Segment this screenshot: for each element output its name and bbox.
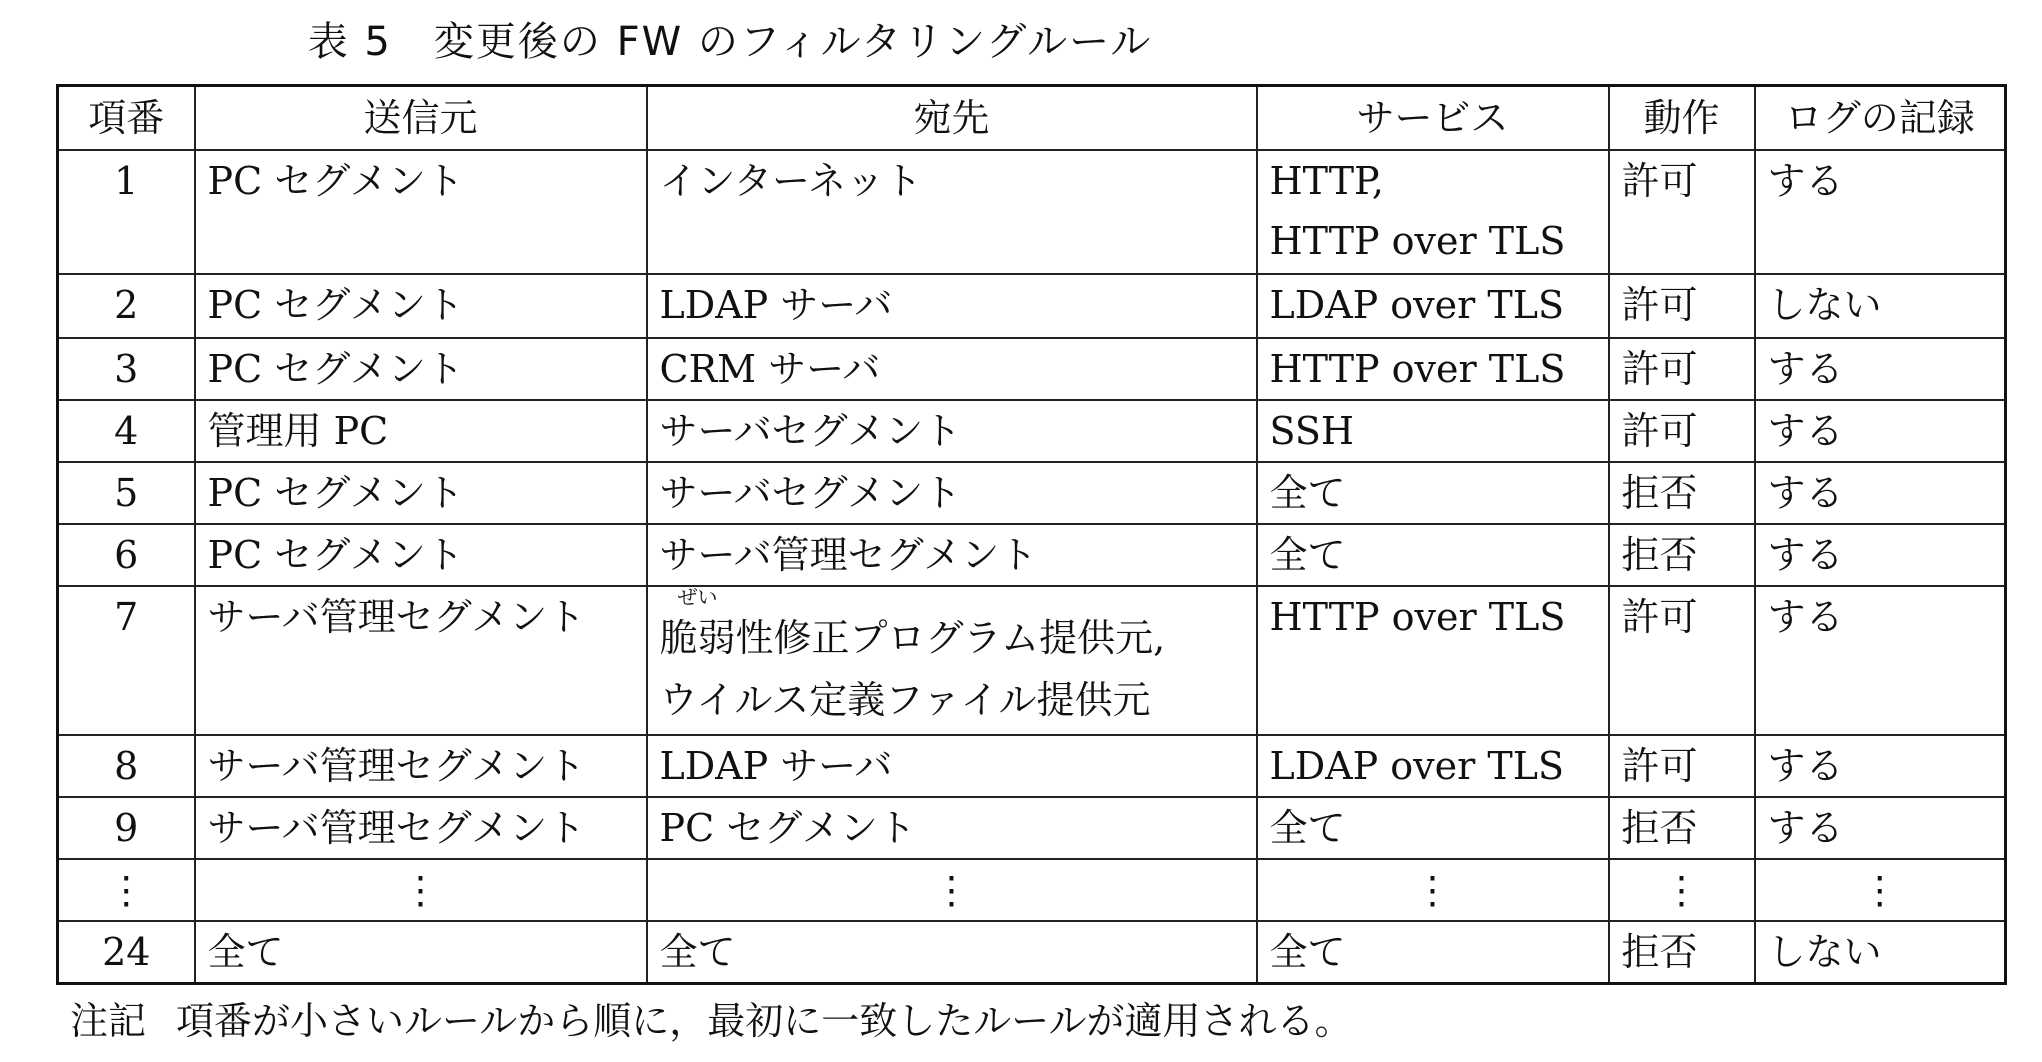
cell-service bbox=[1257, 400, 1609, 462]
cell-line: 全て bbox=[1269, 806, 1346, 850]
cell-line: 全て bbox=[1269, 930, 1346, 974]
table-note bbox=[70, 996, 1353, 1046]
header-number: 項番 bbox=[58, 86, 195, 151]
cell-action: 拒否 bbox=[1609, 797, 1755, 859]
header-source: 送信元 bbox=[195, 86, 647, 151]
cell-service bbox=[1257, 735, 1609, 797]
cell-log: する bbox=[1755, 586, 2006, 735]
cell-line: サーバセグメント bbox=[659, 471, 962, 515]
table-row bbox=[58, 735, 2006, 797]
cell-line: LDAP over TLS bbox=[1269, 283, 1564, 327]
cell-number: 1 bbox=[58, 150, 195, 274]
cell-source: サーバ管理セグメント bbox=[195, 797, 647, 859]
cell-action: 拒否 bbox=[1609, 921, 1755, 984]
cell-line: HTTP over TLS bbox=[1269, 595, 1566, 639]
cell-log: しない bbox=[1755, 921, 2006, 984]
cell-destination bbox=[647, 921, 1257, 984]
cell-service bbox=[1257, 859, 1609, 921]
cell-line: SSH bbox=[1269, 409, 1355, 453]
ruby-annotation: ぜい bbox=[677, 586, 718, 609]
table-row bbox=[58, 338, 2006, 400]
cell-number: 6 bbox=[58, 524, 195, 586]
cell-service bbox=[1257, 462, 1609, 524]
cell-action: 許可 bbox=[1609, 150, 1755, 274]
cell-destination bbox=[647, 462, 1257, 524]
cell-service bbox=[1257, 274, 1609, 338]
cell-number: 7 bbox=[58, 586, 195, 735]
cell-service bbox=[1257, 921, 1609, 984]
cell-action: 拒否 bbox=[1609, 524, 1755, 586]
header-service: サービス bbox=[1257, 86, 1609, 151]
cell-service bbox=[1257, 797, 1609, 859]
cell-service bbox=[1257, 150, 1609, 274]
cell-log: する bbox=[1755, 797, 2006, 859]
cell-number: 4 bbox=[58, 400, 195, 462]
cell-line: 全て bbox=[659, 930, 736, 974]
cell-line: ウイルス定義ファイル提供元 bbox=[659, 678, 1151, 722]
cell-destination bbox=[647, 274, 1257, 338]
cell-destination bbox=[647, 524, 1257, 586]
cell-line: ⋮ bbox=[932, 868, 971, 912]
cell-line: LDAP サーバ bbox=[659, 744, 893, 788]
fw-filtering-rules-table bbox=[56, 84, 2007, 985]
table-row bbox=[58, 586, 2006, 735]
table-body bbox=[58, 150, 2006, 984]
cell-number: ⋮ bbox=[58, 859, 195, 921]
cell-source: PC セグメント bbox=[195, 150, 647, 274]
cell-source: サーバ管理セグメント bbox=[195, 586, 647, 735]
cell-line: 脆弱性修正プログラム提供元, bbox=[659, 616, 1166, 660]
cell-log: する bbox=[1755, 150, 2006, 274]
cell-line: PC セグメント bbox=[659, 806, 916, 850]
cell-line: サーバ管理セグメント bbox=[659, 533, 1038, 577]
cell-line: HTTP over TLS bbox=[1269, 347, 1566, 391]
cell-destination bbox=[647, 400, 1257, 462]
cell-line: サーバセグメント bbox=[659, 409, 962, 453]
table-row bbox=[58, 150, 2006, 274]
table-row bbox=[58, 274, 2006, 338]
cell-source: ⋮ bbox=[195, 859, 647, 921]
table-row bbox=[58, 524, 2006, 586]
table-row bbox=[58, 400, 2006, 462]
cell-log: する bbox=[1755, 735, 2006, 797]
cell-service bbox=[1257, 338, 1609, 400]
cell-destination bbox=[647, 859, 1257, 921]
cell-destination bbox=[647, 150, 1257, 274]
cell-log: する bbox=[1755, 338, 2006, 400]
cell-line: HTTP, bbox=[1269, 159, 1384, 203]
cell-action: 許可 bbox=[1609, 274, 1755, 338]
cell-source: 全て bbox=[195, 921, 647, 984]
cell-number: 9 bbox=[58, 797, 195, 859]
header-log: ログの記録 bbox=[1755, 86, 2006, 151]
table-caption: 表 5 変更後の FW のフィルタリングルール bbox=[307, 19, 1153, 65]
cell-source: 管理用 PC bbox=[195, 400, 647, 462]
table-row bbox=[58, 797, 2006, 859]
cell-action: 許可 bbox=[1609, 586, 1755, 735]
cell-line: HTTP over TLS bbox=[1269, 219, 1566, 263]
cell-line: LDAP over TLS bbox=[1269, 744, 1564, 788]
cell-log: する bbox=[1755, 524, 2006, 586]
cell-action: 許可 bbox=[1609, 735, 1755, 797]
cell-line: インターネット bbox=[659, 159, 923, 203]
cell-destination bbox=[647, 735, 1257, 797]
cell-line: 全て bbox=[1269, 471, 1346, 515]
note-text: 項番が小さいルールから順に，最初に一致したルールが適用される。 bbox=[176, 999, 1353, 1043]
table-row bbox=[58, 462, 2006, 524]
cell-number: 5 bbox=[58, 462, 195, 524]
cell-action: 許可 bbox=[1609, 338, 1755, 400]
cell-destination bbox=[647, 586, 1257, 735]
cell-log: しない bbox=[1755, 274, 2006, 338]
cell-line: LDAP サーバ bbox=[659, 283, 893, 327]
cell-log: する bbox=[1755, 400, 2006, 462]
cell-line: ⋮ bbox=[1413, 868, 1452, 912]
cell-number: 3 bbox=[58, 338, 195, 400]
cell-number: 8 bbox=[58, 735, 195, 797]
header-destination: 宛先 bbox=[647, 86, 1257, 151]
table-row bbox=[58, 859, 2006, 921]
cell-destination bbox=[647, 338, 1257, 400]
cell-source: PC セグメント bbox=[195, 462, 647, 524]
cell-source: PC セグメント bbox=[195, 338, 647, 400]
cell-log: する bbox=[1755, 462, 2006, 524]
cell-line: CRM サーバ bbox=[659, 347, 881, 391]
cell-number: 24 bbox=[58, 921, 195, 984]
cell-line: 全て bbox=[1269, 533, 1346, 577]
cell-source: PC セグメント bbox=[195, 274, 647, 338]
cell-destination bbox=[647, 797, 1257, 859]
cell-action: ⋮ bbox=[1609, 859, 1755, 921]
cell-service bbox=[1257, 524, 1609, 586]
cell-source: PC セグメント bbox=[195, 524, 647, 586]
cell-number: 2 bbox=[58, 274, 195, 338]
cell-action: 許可 bbox=[1609, 400, 1755, 462]
cell-service bbox=[1257, 586, 1609, 735]
note-label: 注記 bbox=[70, 999, 147, 1043]
table-row bbox=[58, 921, 2006, 984]
cell-action: 拒否 bbox=[1609, 462, 1755, 524]
cell-log: ⋮ bbox=[1755, 859, 2006, 921]
table-header-row bbox=[58, 86, 2006, 151]
header-action: 動作 bbox=[1609, 86, 1755, 151]
cell-source: サーバ管理セグメント bbox=[195, 735, 647, 797]
